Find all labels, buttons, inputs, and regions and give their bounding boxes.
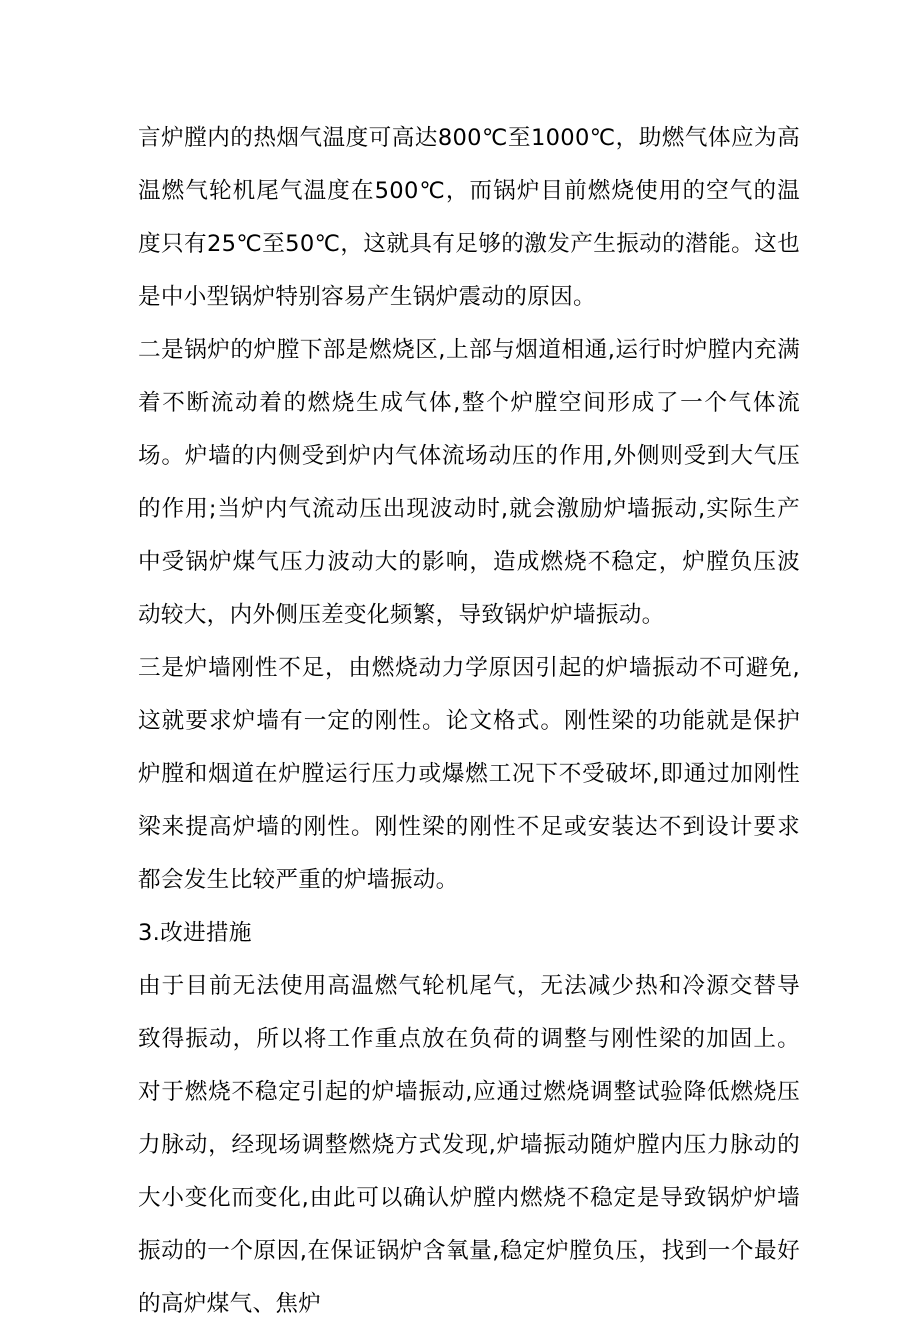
paragraph-combustion-temperature: 言炉膛内的热烟气温度可高达800℃至1000℃，助燃气体应为高温燃气轮机尾气温度在500℃，而锅炉目前燃烧使用的空气的温度只有25℃至50℃，这就具有足够的激发产生振动的潜能。这也是中小型锅炉特别容易产生锅炉震动的原因。 (138, 125, 800, 310)
document-page (138, 112, 800, 1331)
paragraph-improvement-measures: 由于目前无法使用高温燃气轮机尾气，无法减少热和冷源交替导致得振动，所以将工作重点放在负荷的调整与刚性梁的加固上。对于燃烧不稳定引起的炉墙振动,应通过燃烧调整试验降低燃烧压力脉动，经现场调整燃烧方式发现,炉墙振动随炉膛内压力脉动的大小变化而变化,由此可以确认炉膛内燃烧不稳定是导致锅炉炉墙振动的一个原因,在保证锅炉含氧量,稳定炉膛负压，找到一个最好的高炉煤气、焦炉 (138, 973, 800, 1317)
paragraph-furnace-flow-field: 二是锅炉的炉膛下部是燃烧区,上部与烟道相通,运行时炉膛内充满着不断流动着的燃烧生成气体,整个炉膛空间形成了一个气体流场。炉墙的内侧受到炉内气体流场动压的作用,外侧则受到大气压的作用;当炉内气流动压出现波动时,就会激励炉墙振动,实际生产中受锅炉煤气压力波动大的影响，造成燃烧不稳定，炉膛负压波动较大，内外侧压差变化频繁，导致锅炉炉墙振动。 (138, 337, 800, 628)
section-heading-improvement: 3.改进措施 (138, 920, 252, 946)
paragraph-wall-rigidity: 三是炉墙刚性不足，由燃烧动力学原因引起的炉墙振动不可避免,这就要求炉墙有一定的刚性。论文格式。刚性梁的功能就是保护炉膛和烟道在炉膛运行压力或爆燃工况下不受破坏,即通过加刚性梁来提高炉墙的刚性。刚性梁的刚性不足或安装达不到设计要求都会发生比较严重的炉墙振动。 (138, 655, 800, 893)
